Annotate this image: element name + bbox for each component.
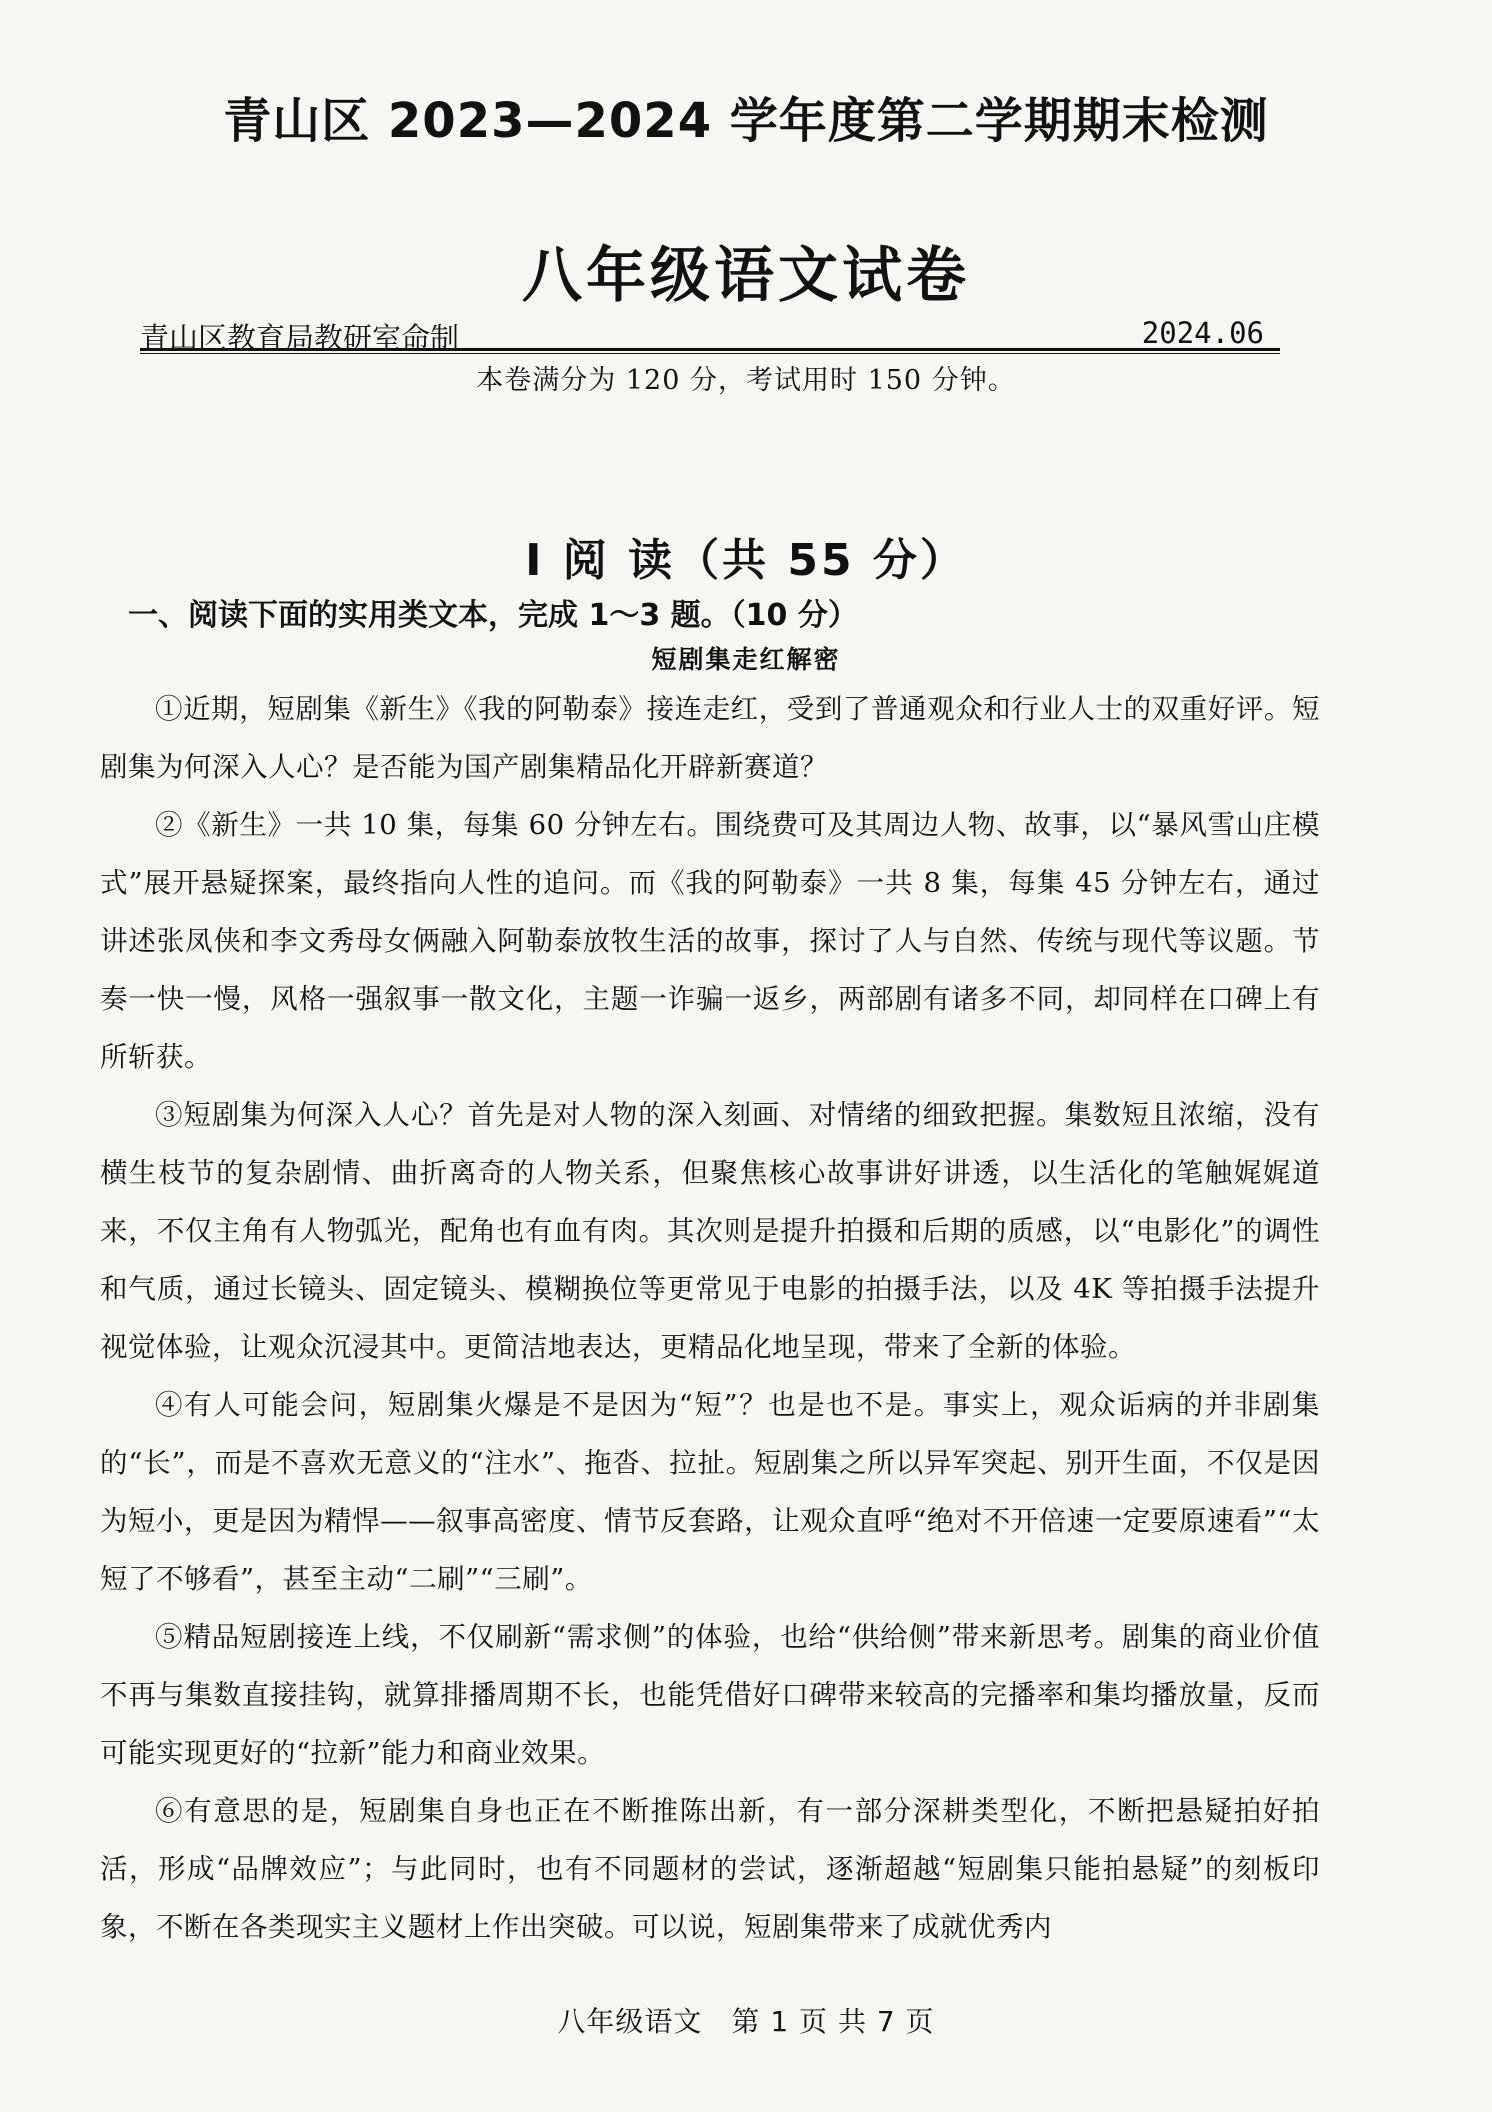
paper-subtitle: 八年级语文试卷 xyxy=(522,241,970,311)
paragraph-4: ④有人可能会问，短剧集火爆是不是因为“短”？也是也不是。事实上，观众诟病的并非剧集的“长”，而是不喜欢无意义的“注水”、拖沓、拉扯。短剧集之所以异军突起、别开生面，不仅是因为短小，更是因为精悍——叙事高密度、情节反套路，让观众直呼“绝对不开倍速一定要原速看”“太短了不够看”，甚至主动“二刷”“三刷”。 xyxy=(100,1389,1320,1595)
paragraph-3: ③短剧集为何深入人心？首先是对人物的深入刻画、对情绪的细致把握。集数短且浓缩，没有横生枝节的复杂剧情、曲折离奇的人物关系，但聚焦核心故事讲好讲透，以生活化的笔触娓娓道来，不仅主角有人物弧光，配角也有血有肉。其次则是提升拍摄和后期的质感，以“电影化”的调性和气质，通过长镜头、固定镜头、模糊换位等更常见于电影的拍摄手法，以及 4K 等拍摄手法提升视觉体验，让观众沉浸其中。更简洁地表达，更精品化地呈现，带来了全新的体验。 xyxy=(100,1099,1320,1363)
full-score-note: 本卷满分为 120 分，考试用时 150 分钟。 xyxy=(476,365,1016,396)
paragraph-5: ⑤精品短剧接连上线，不仅刷新“需求侧”的体验，也给“供给侧”带来新思考。剧集的商业价值不再与集数直接挂钩，就算排播周期不长，也能凭借好口碑带来较高的完播率和集均播放量，反而可能实现更好的“拉新”能力和商业效果。 xyxy=(100,1621,1320,1769)
exam-title: 青山区 2023—2024 学年度第二学期期末检测 xyxy=(223,93,1269,149)
exam-date: 2024.06 xyxy=(1141,316,1264,350)
page-footer: 八年级语文 第 1 页 共 7 页 xyxy=(557,2005,935,2038)
section-heading: I 阅 读（共 55 分） xyxy=(525,535,967,586)
issuer-text: 青山区教育局教研室命制 xyxy=(140,321,460,355)
paragraph-1: ①近期，短剧集《新生》《我的阿勒泰》接连走红，受到了普通观众和行业人士的双重好评。短剧集为何深入人心？是否能为国产剧集精品化开辟新赛道？ xyxy=(100,693,1320,783)
header-rule-thin xyxy=(140,353,1280,354)
article-body xyxy=(100,680,1320,1956)
paragraph-6: ⑥有意思的是，短剧集自身也正在不断推陈出新，有一部分深耕类型化，不断把悬疑拍好拍活，形成“品牌效应”；与此同时，也有不同题材的尝试，逐渐超越“短剧集只能拍悬疑”的刻板印象，不断在各类现实主义题材上作出突破。可以说，短剧集带来了成就优秀内 xyxy=(100,1795,1320,1943)
article-title: 短剧集走红解密 xyxy=(651,645,841,674)
header-rule-thick xyxy=(140,348,1280,351)
question-instruction: 一、阅读下面的实用类文本，完成 1～3 题。（10 分） xyxy=(128,598,858,633)
paragraph-2: ②《新生》一共 10 集，每集 60 分钟左右。围绕费可及其周边人物、故事，以“暴风雪山庄模式”展开悬疑探案，最终指向人性的追问。而《我的阿勒泰》一共 8 集，每集 45 分钟左右，通过讲述张凤侠和李文秀母女俩融入阿勒泰放牧生活的故事，探讨了人与自然、传统与现代等议题。节奏一快一慢，风格一强叙事一散文化，主题一诈骗一返乡，两部剧有诸多不同，却同样在口碑上有所斩获。 xyxy=(100,809,1320,1073)
